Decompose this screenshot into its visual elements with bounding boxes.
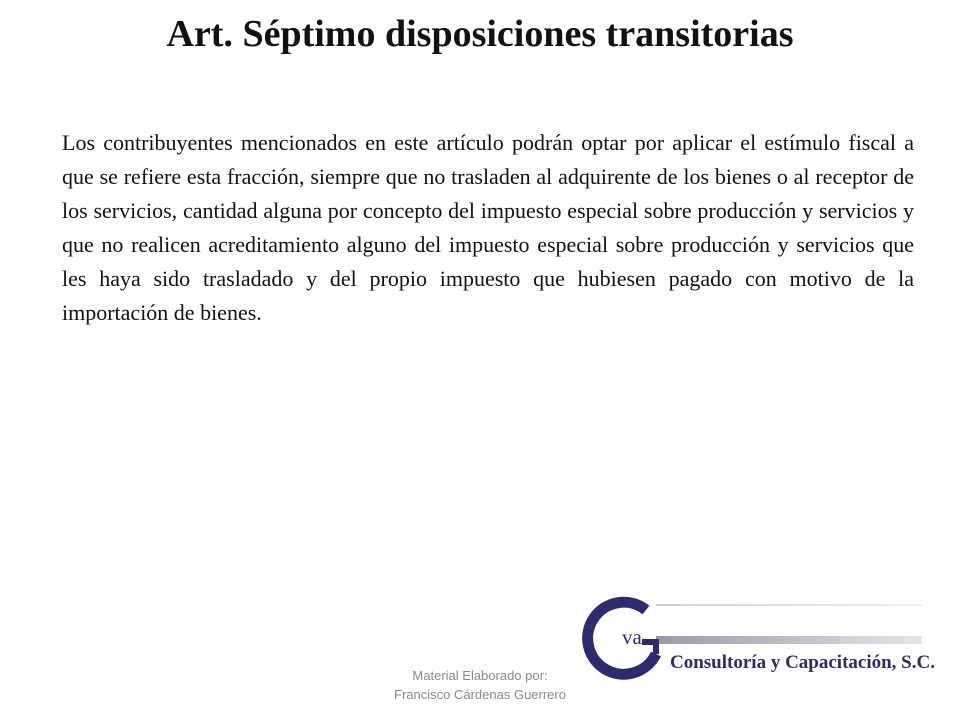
body-paragraph: Los contribuyentes mencionados en este artículo podrán optar por aplicar el estímulo fiscal a que se refiere esta fracción, siempre que no trasladen al adquirente de los bienes o al receptor de los servicios, cantidad alguna por concepto del impuesto especial sobre producción y servicios y que no realicen acreditamiento alguno del impuesto especial sobre producción y servicios que les haya sido trasladado y del propio impuesto que hubiesen pagado con motivo de la importación de bienes. xyxy=(62,130,914,325)
logo-company-name: Consultoría y Capacitación, S.C. xyxy=(670,652,935,673)
logo-initials: va xyxy=(622,625,642,649)
credit-line-1: Material Elaborado por: xyxy=(412,668,548,683)
logo-top-rule xyxy=(656,604,922,606)
slide-title: Art. Séptimo disposiciones transitorias xyxy=(166,13,794,55)
company-logo xyxy=(582,596,935,688)
logo-bar xyxy=(656,636,922,644)
credit-line-2: Francisco Cárdenas Guerrero xyxy=(394,687,566,702)
footer-credit xyxy=(370,666,590,704)
